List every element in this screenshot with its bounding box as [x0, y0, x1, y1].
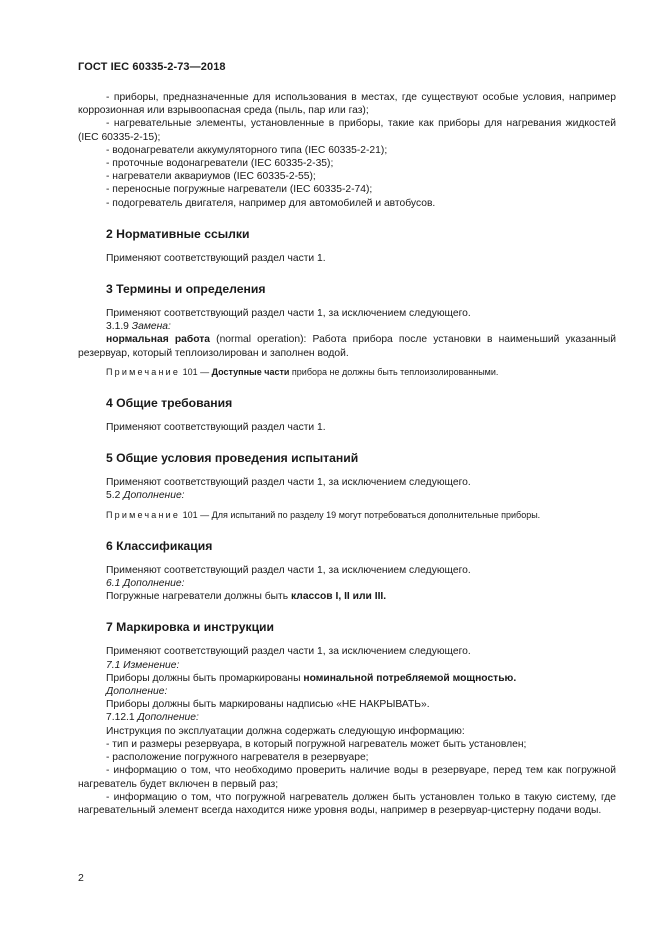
section-7-heading: 7 Маркировка и инструкции: [106, 620, 275, 635]
clause-6-1: 6.1 Дополнение:: [106, 578, 185, 590]
section-3-heading: 3 Термины и определения: [106, 282, 266, 297]
intro-item-5: - нагреватели аквариумов (IEC 60335-2-55);: [106, 171, 316, 183]
section-4-text: Применяют соответствующий раздел части 1.: [106, 422, 326, 434]
clause-modifier: Замена:: [131, 321, 171, 333]
clause-modifier: Дополнение:: [123, 490, 185, 502]
intro-item-2: - нагревательные элементы, установленные в приборы, такие как приборы для нагревания жидкостей (IEC 60335-2-15);: [78, 118, 616, 143]
page-number: 2: [78, 872, 84, 884]
instruction-item-3: - информацию о том, что необходимо проверить наличие воды в резервуаре, перед тем как погружной нагреватель будет включен в первый раз;: [78, 765, 616, 790]
document-header: ГОСТ IEC 60335-2-73—2018: [78, 61, 226, 73]
document-body: [78, 91, 616, 817]
clause-number: 3.1.9: [106, 321, 129, 333]
clause-number: 7.12.1: [106, 712, 135, 724]
section-5-heading: 5 Общие условия проведения испытаний: [106, 451, 359, 466]
do-not-cover-marking: Приборы должны быть маркированы надписью «НЕ НАКРЫВАТЬ».: [106, 699, 430, 711]
section-6-heading: 6 Классификация: [106, 538, 213, 553]
clause-7-1: 7.1 Изменение:: [106, 659, 180, 671]
addition-label: Дополнение:: [106, 686, 168, 698]
clause-number: 5.2: [106, 490, 121, 502]
instruction-intro: Инструкция по эксплуатации должна содержать следующую информацию:: [106, 725, 465, 737]
section-7-text: Применяют соответствующий раздел части 1, за исключением следующего.: [106, 646, 471, 658]
instruction-item-1: - тип и размеры резервуара, в который погружной нагреватель может быть установлен;: [106, 738, 527, 750]
section-6-text: Применяют соответствующий раздел части 1, за исключением следующего.: [106, 564, 471, 576]
clause-3-1-9: [78, 320, 616, 333]
clause-7-12-1: [78, 711, 616, 724]
intro-item-6: - переносные погружные нагреватели (IEC 60335-2-74);: [106, 184, 373, 196]
marking-requirement: Приборы должны быть промаркированы номинальной потребляемой мощностью.: [106, 672, 517, 684]
classification-requirement: Погружные нагреватели должны быть классов I, II или III.: [106, 591, 387, 603]
section-5-text: Применяют соответствующий раздел части 1, за исключением следующего.: [106, 477, 471, 489]
intro-item-7: - подогреватель двигателя, например для автомобилей и автобусов.: [106, 197, 436, 209]
term-definition: [78, 333, 616, 359]
note-label: Примечание: [106, 366, 181, 377]
section-2-text: Применяют соответствующий раздел части 1.: [106, 252, 326, 264]
section-4-heading: 4 Общие требования: [106, 396, 233, 411]
section-5-note: Примечание 101 — Для испытаний по разделу 19 могут потребоваться дополнительные приборы.: [106, 509, 541, 520]
instruction-item-4: - информацию о том, что погружной нагреватель должен быть установлен только в такую систему, где нагревательный элемент всегда находится ниже уровня воды, например в резервуар-цистерну подачи воды.: [78, 791, 616, 816]
note-bold-term: Доступные части: [211, 366, 290, 377]
intro-item-3: - водонагреватели аккумуляторного типа (IEC 60335-2-21);: [106, 144, 388, 156]
section-3-text: Применяют соответствующий раздел части 1, за исключением следующего.: [106, 308, 471, 320]
note-label: Примечание: [106, 509, 181, 520]
intro-item-1: - приборы, предназначенные для использования в местах, где существуют особые условия, например коррозионная или взрывоопасная среда (пыль, пар или газ);: [78, 92, 616, 117]
intro-item-4: - проточные водонагреватели (IEC 60335-2-35);: [106, 158, 334, 170]
clause-5-2: [78, 489, 616, 502]
term-name: нормальная работа: [106, 334, 211, 346]
instruction-item-2: - расположение погружного нагревателя в резервуаре;: [106, 752, 369, 764]
term-text: (normal operation): Работа прибора после установки в наименьший указанный резервуар, который теплоизолирован и заполнен водой.: [78, 334, 616, 359]
section-3-note: Примечание 101 — Доступные части прибора не должны быть теплоизолированными.: [106, 366, 499, 377]
section-2-heading: 2 Нормативные ссылки: [106, 226, 250, 241]
clause-modifier: Дополнение:: [137, 712, 199, 724]
